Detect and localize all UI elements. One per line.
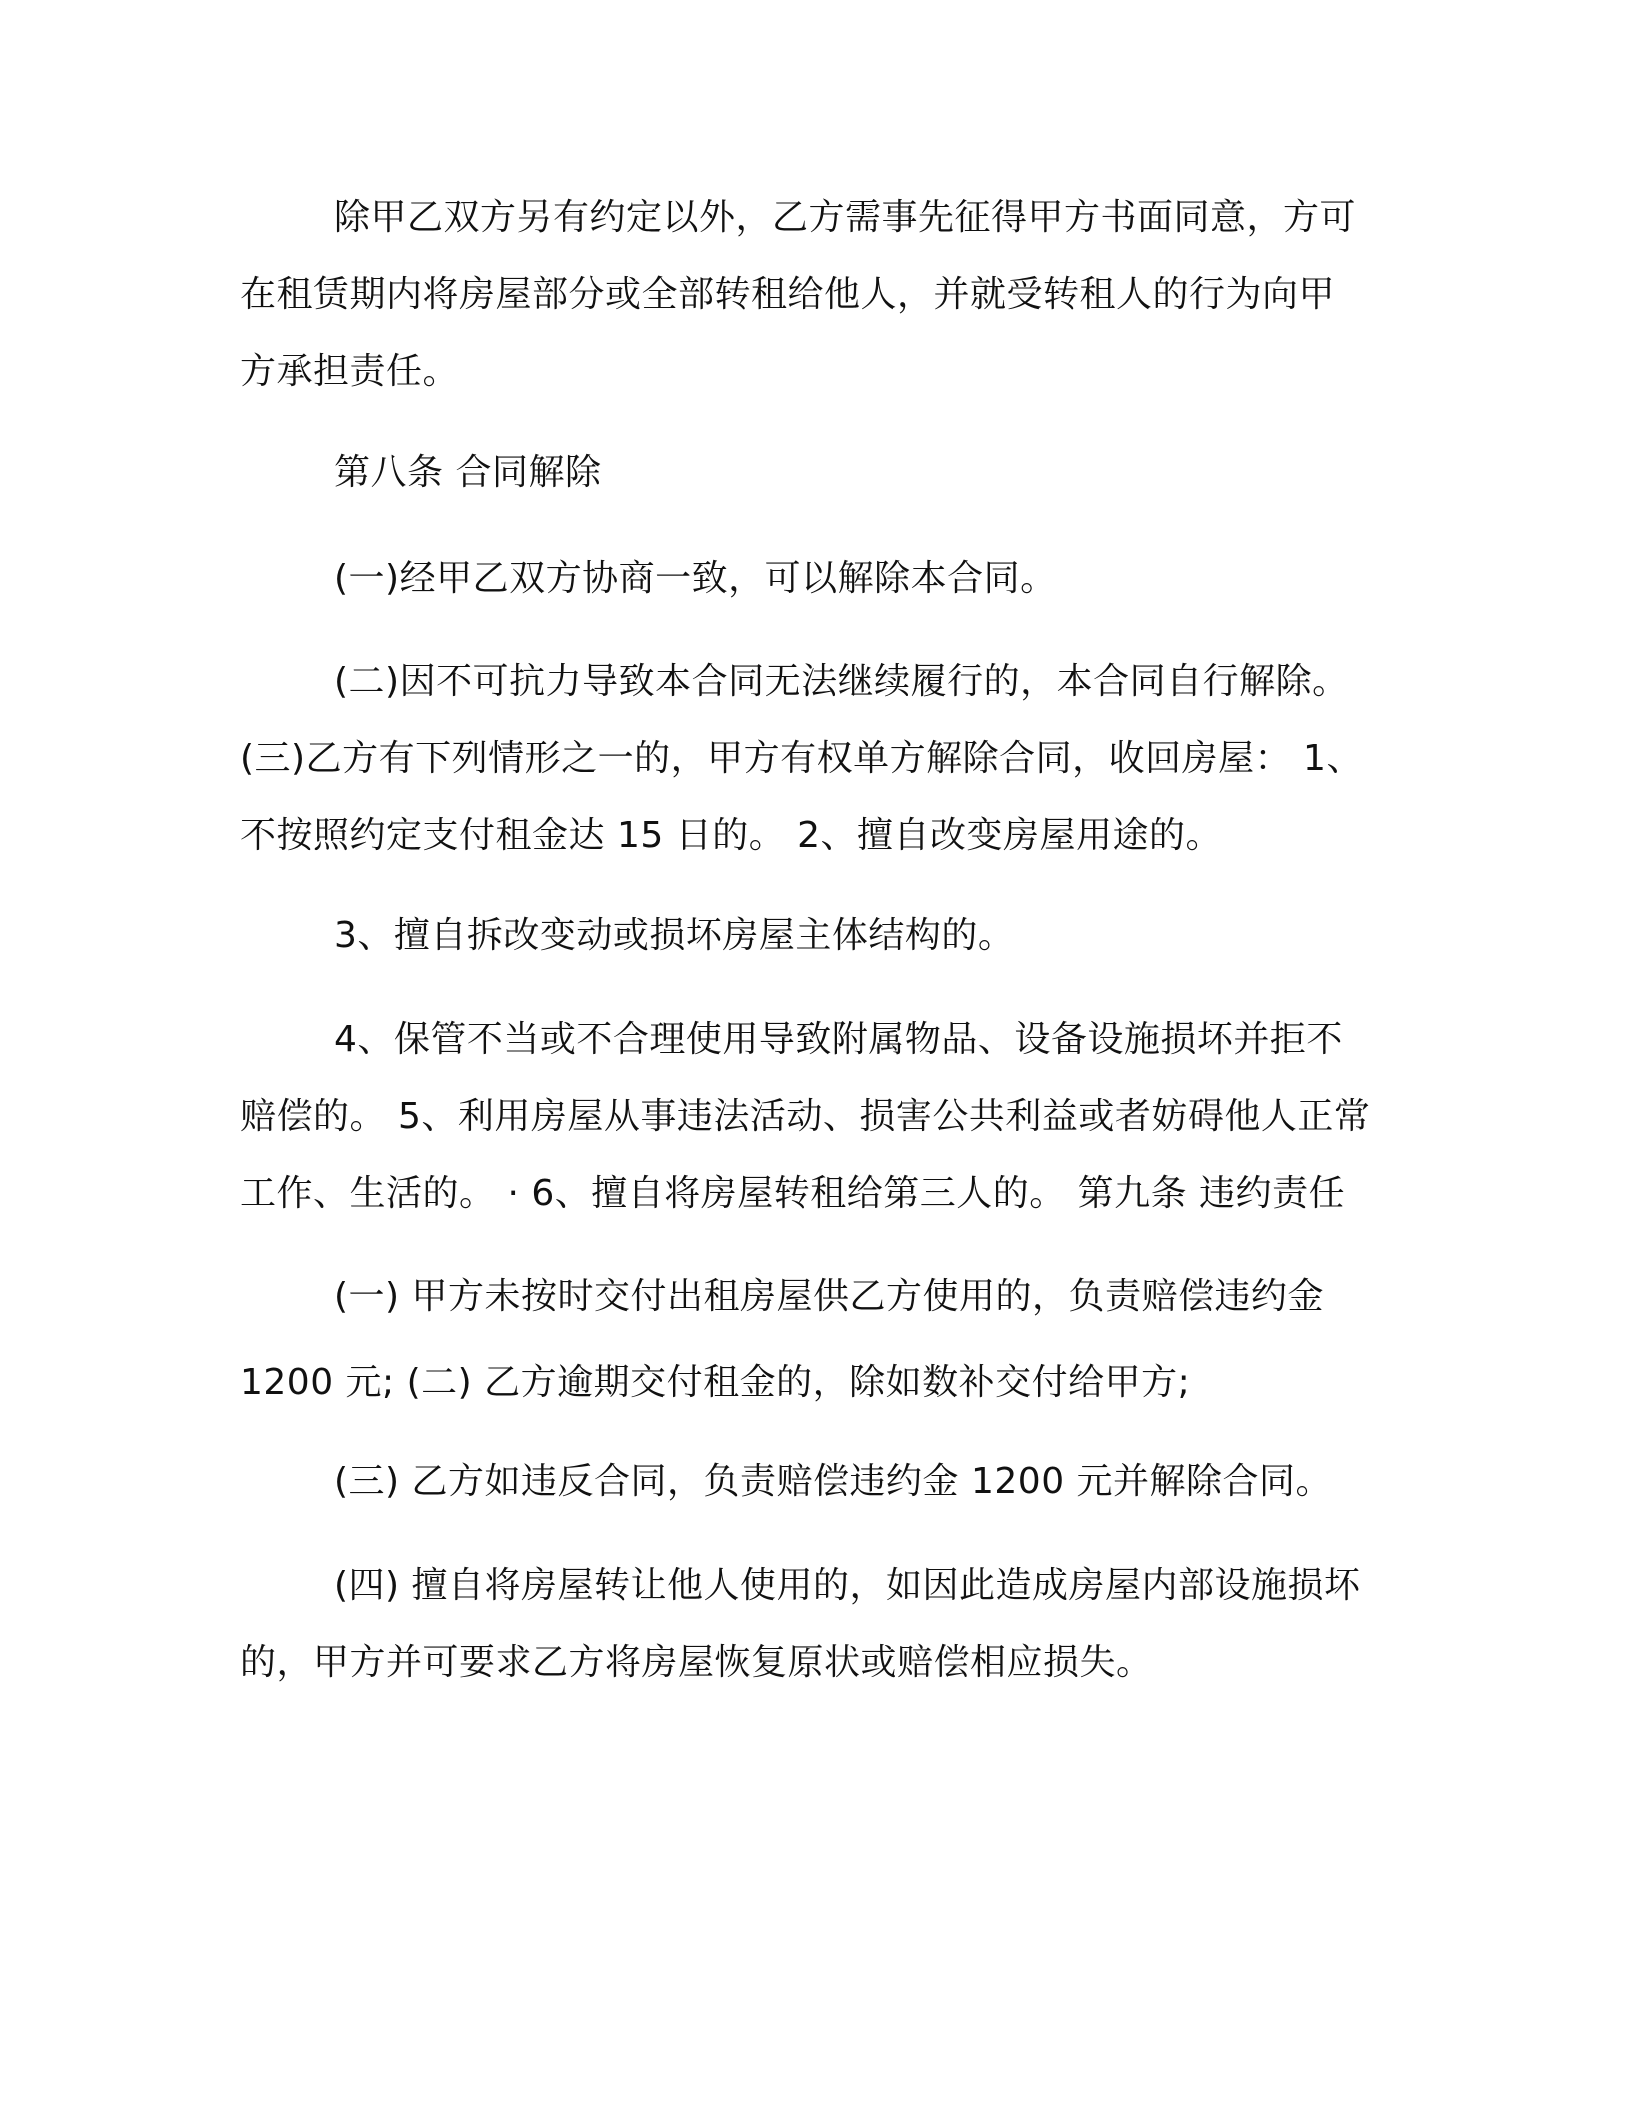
text-line: (三) 乙方如违反合同，负责赔偿违约金 1200 元并解除合同。 [334, 1461, 1333, 1502]
text-line: 3、擅自拆改变动或损坏房屋主体结构的。 [334, 915, 1015, 956]
text-line: (二)因不可抗力导致本合同无法继续履行的，本合同自行解除。 [334, 661, 1349, 702]
text-line: 的，甲方并可要求乙方将房屋恢复原状或赔偿相应损失。 [240, 1642, 1153, 1683]
text-line: (四) 擅自将房屋转让他人使用的，如因此造成房屋内部设施损坏 [334, 1565, 1361, 1606]
text-line: (一)经甲乙双方协商一致，可以解除本合同。 [334, 558, 1057, 599]
text-line: 在租赁期内将房屋部分或全部转租给他人，并就受转租人的行为向甲 [240, 274, 1336, 315]
text-line: 方承担责任。 [240, 351, 460, 392]
text-line: (一) 甲方未按时交付出租房屋供乙方使用的，负责赔偿违约金 [334, 1276, 1325, 1317]
text-line: 除甲乙双方另有约定以外，乙方需事先征得甲方书面同意，方可 [334, 197, 1357, 238]
text-line: 不按照约定支付租金达 15 日的。 2、擅自改变房屋用途的。 [240, 815, 1223, 856]
text-line: 4、保管不当或不合理使用导致附属物品、设备设施损坏并拒不 [334, 1019, 1343, 1060]
text-line: 赔偿的。 5、利用房屋从事违法活动、损害公共利益或者妨碍他人正常 [240, 1096, 1371, 1137]
section-heading: 第八条 合同解除 [334, 452, 602, 493]
text-line: (三)乙方有下列情形之一的，甲方有权单方解除合同，收回房屋： 1、 [240, 738, 1363, 779]
text-line: 工作、生活的。 · 6、擅自将房屋转租给第三人的。 第九条 违约责任 [240, 1173, 1346, 1214]
text-line: 1200 元; (二) 乙方逾期交付租金的，除如数补交付给甲方; [240, 1362, 1191, 1403]
